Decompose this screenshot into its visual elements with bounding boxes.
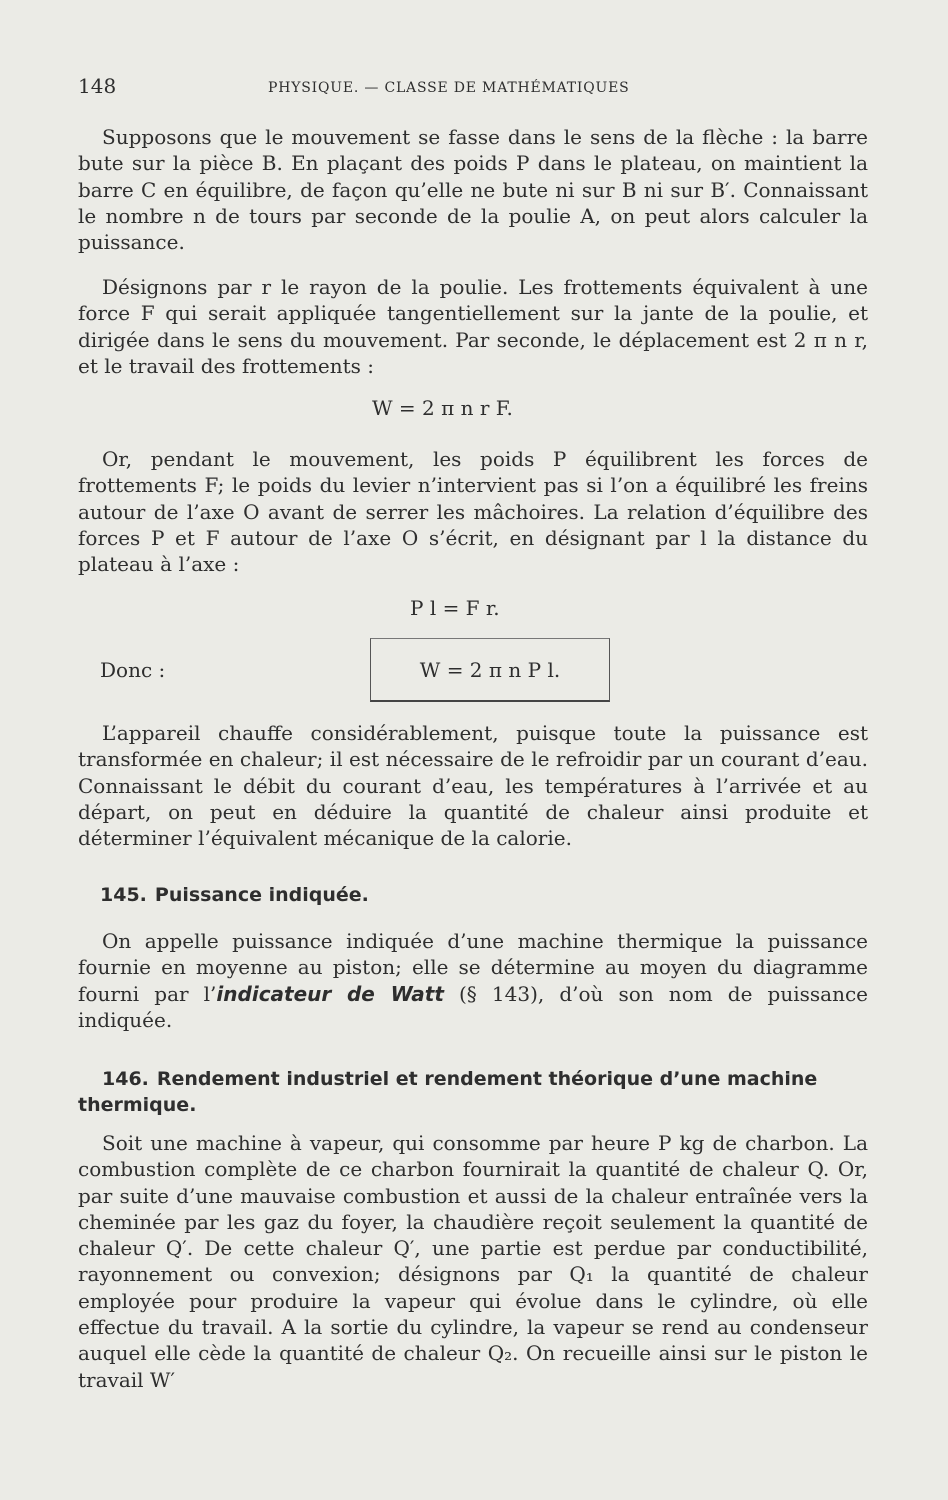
boxed-result-equation (370, 638, 610, 702)
page-header (78, 74, 868, 104)
indicated-power-text: On appelle puissance indiquée d’une machine thermique la puissance fournie en moyenne au piston; elle se détermine au moyen du diagramme fourni par l’ (78, 929, 868, 1006)
donc-label: Donc : (100, 658, 166, 682)
section-number-145: 145. (100, 884, 147, 906)
paragraph-steam-machine: Soit une machine à vapeur, qui consomme par heure P kg de charbon. La combustion complète de ce charbon fournirait la quantité de chaleur Q. Or, par suite d’une mauvaise combustion et aussi de la chaleur entraînée vers la cheminée par les gaz du foyer, la chaudière reçoit seulement la quantité de chaleur Q′. De cette chaleur Q′, une partie est perdue par conductibilité, rayonnement ou convexion; désignons par Q₁ la quantité de chaleur employée pour produire la vapeur qui évolue dans le cylindre, où elle effectue du travail. A la sortie du cylindre, la vapeur se rend au condenseur auquel elle cède la quantité de chaleur Q₂. On recueille ainsi sur le piston le travail W′ (78, 1131, 868, 1392)
page-number: 148 (78, 74, 117, 98)
watt-indicator-emphasis: indicateur de Watt (216, 981, 444, 1006)
equation-work-friction: W = 2 π n r F. (372, 396, 513, 420)
paragraph-friction-force: Désignons par r le rayon de la poulie. Les frottements équivalent à une force F qui serait appliquée tangentiellement sur la jante de la poulie, et dirigée dans le sens du mouvement. Par seconde, le déplacement est 2 π n r, et le travail des frottements : (78, 275, 868, 378)
section-title-145: Puissance indiquée. (154, 884, 369, 906)
running-title: PHYSIQUE. — CLASSE DE MATHÉMATIQUES (268, 80, 630, 96)
section-heading-145 (100, 882, 868, 908)
result-equation: W = 2 π n P l. (419, 657, 561, 682)
section-title-146: Rendement industriel et rendement théorique d’une machine thermique. (78, 1068, 818, 1116)
indicated-power-text-end: (§ 143), d’où son nom de puissance indiquée. (78, 981, 868, 1032)
section-heading-146 (78, 1066, 868, 1118)
paragraph-heat-equivalent: L’appareil chauffe considérablement, puisque toute la puissance est transformée en chaleur; il est nécessaire de le refroidir par un courant d’eau. Connaissant le débit du courant d’eau, les températures à l’arrivée et au départ, on peut en déduire la quantité de chaleur ainsi produite et déterminer l’équivalent mécanique de la calorie. (78, 721, 868, 851)
equation-moment-balance: P l = F r. (410, 596, 500, 620)
section-number-146: 146. (102, 1068, 149, 1090)
paragraph-balance-setup: Supposons que le mouvement se fasse dans le sens de la flèche : la barre bute sur la pièce B. En plaçant des poids P dans le plateau, on maintient la barre C en équilibre, de façon qu’elle ne bute ni sur B ni sur B′. Connaissant le nombre n de tours par seconde de la poulie A, on peut alors calculer la puissance. (78, 125, 868, 255)
paragraph-indicated-power (78, 928, 868, 1033)
paragraph-equilibrium: Or, pendant le mouvement, les poids P équilibrent les forces de frottements F; le poids du levier n’intervient pas si l’on a équilibré les freins autour de l’axe O avant de serrer les mâchoires. La relation d’équilibre des forces P et F autour de l’axe O s’écrit, en désignant par l la distance du plateau à l’axe : (78, 447, 868, 577)
